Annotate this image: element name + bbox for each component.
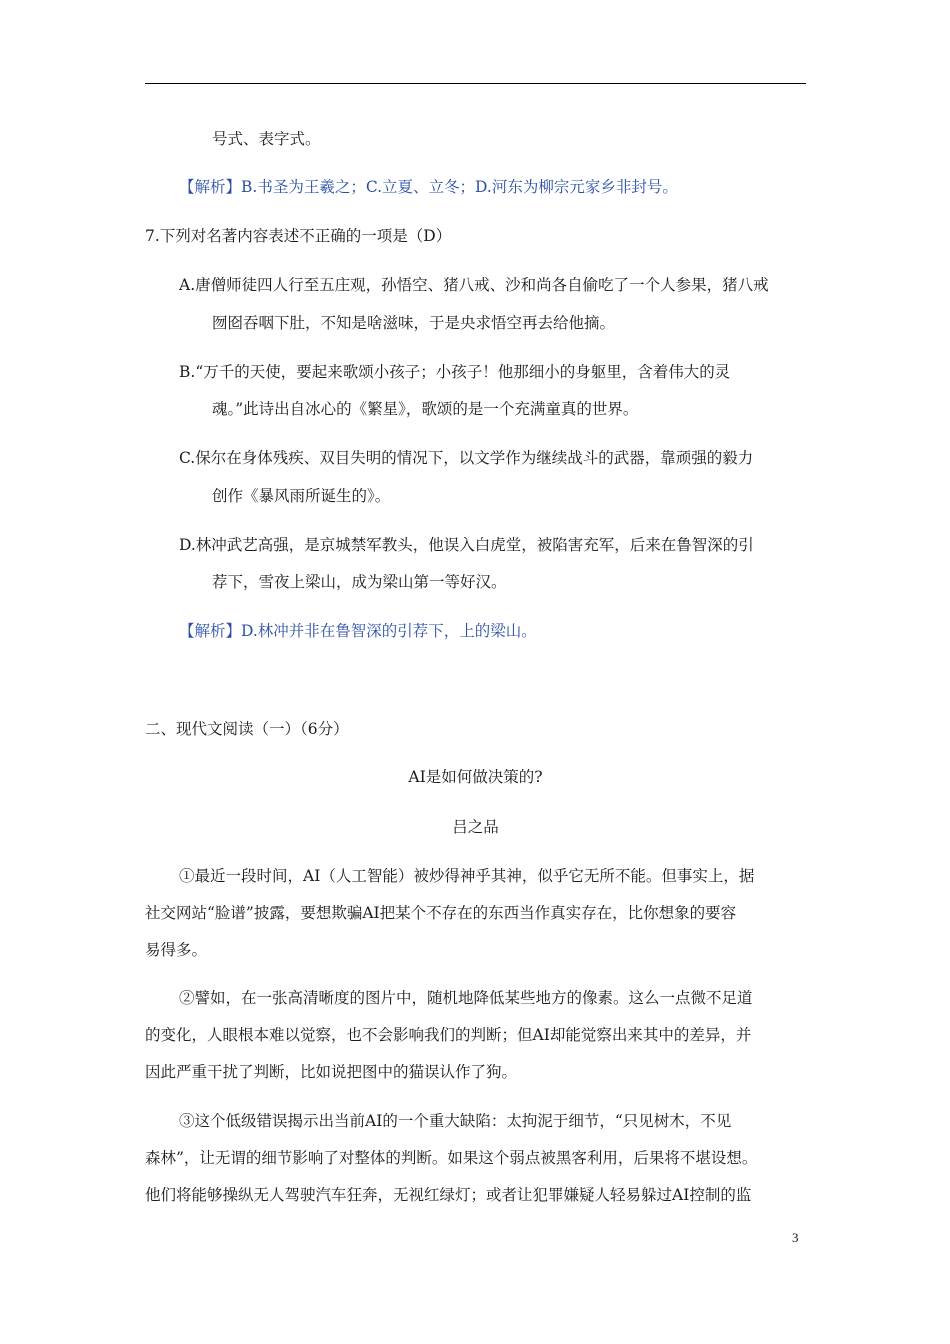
para2-line1: ②譬如，在一张高清晰度的图片中，随机地降低某些地方的像素。这么一点微不足道	[179, 989, 753, 1007]
para1-line3: 易得多。	[145, 941, 208, 959]
q7-option-d-line1: D.林冲武艺高强，是京城禁军教头，他误入白虎堂，被陷害充军，后来在鲁智深的引	[179, 536, 754, 554]
q6-analysis: 【解析】B.书圣为王羲之；C.立夏、立冬；D.河东为柳宗元家乡非封号。	[179, 178, 678, 196]
para3-line1: ③这个低级错误揭示出当前AI的一个重大缺陷：太拘泥于细节，“只见树木，不见	[179, 1112, 732, 1130]
para3-line3: 他们将能够操纵无人驾驶汽车狂奔，无视红绿灯；或者让犯罪嫌疑人轻易躲过AI控制的监	[145, 1186, 752, 1204]
section2-heading: 二、现代文阅读（一）（6分）	[145, 720, 349, 738]
article-author: 吕之品	[452, 818, 499, 836]
q7-option-b-line1: B.“万千的天使，要起来歌颂小孩子；小孩子！他那细小的身躯里，含着伟大的灵	[179, 363, 731, 381]
q7-stem: 7.下列对名著内容表述不正确的一项是（D）	[145, 227, 452, 245]
para2-line3: 因此严重干扰了判断，比如说把图中的猫误认作了狗。	[145, 1063, 518, 1081]
q7-option-c-line1: C.保尔在身体残疾、双目失明的情况下，以文学作为继续战斗的武器，靠顽强的毅力	[179, 449, 754, 467]
q7-option-b-line2: 魂。”此诗出自冰心的《繁星》，歌颂的是一个充满童真的世界。	[212, 400, 639, 418]
para2-line2: 的变化，人眼根本难以觉察，也不会影响我们的判断；但AI却能觉察出来其中的差异，并	[145, 1026, 752, 1044]
q7-analysis: 【解析】D.林冲并非在鲁智深的引荐下，上的梁山。	[179, 622, 537, 640]
page-number: 3	[792, 1230, 799, 1245]
para3-line2: 森林”，让无谓的细节影响了对整体的判断。如果这个弱点被黑客利用，后果将不堪设想。	[145, 1149, 758, 1167]
para1-line1: ①最近一段时间，AI（人工智能）被炒得神乎其神，似乎它无所不能。但事实上，据	[179, 867, 755, 885]
q7-option-a-line1: A.唐僧师徒四人行至五庄观，孙悟空、猪八戒、沙和尚各自偷吃了一个人参果，猪八戒	[179, 276, 769, 294]
q7-option-c-line2: 创作《暴风雨所诞生的》。	[212, 487, 391, 505]
q7-option-a-line2: 囫囵吞咽下肚，不知是啥滋味，于是央求悟空再去给他摘。	[212, 314, 616, 332]
top-fragment: 号式、表字式。	[212, 130, 321, 148]
article-title: AI是如何做决策的?	[408, 768, 543, 786]
para1-line2: 社交网站“脸谱”披露，要想欺骗AI把某个不存在的东西当作真实存在，比你想象的要容	[145, 904, 737, 922]
q7-option-d-line2: 荐下，雪夜上梁山，成为梁山第一等好汉。	[212, 573, 507, 591]
header-rule	[145, 83, 806, 84]
